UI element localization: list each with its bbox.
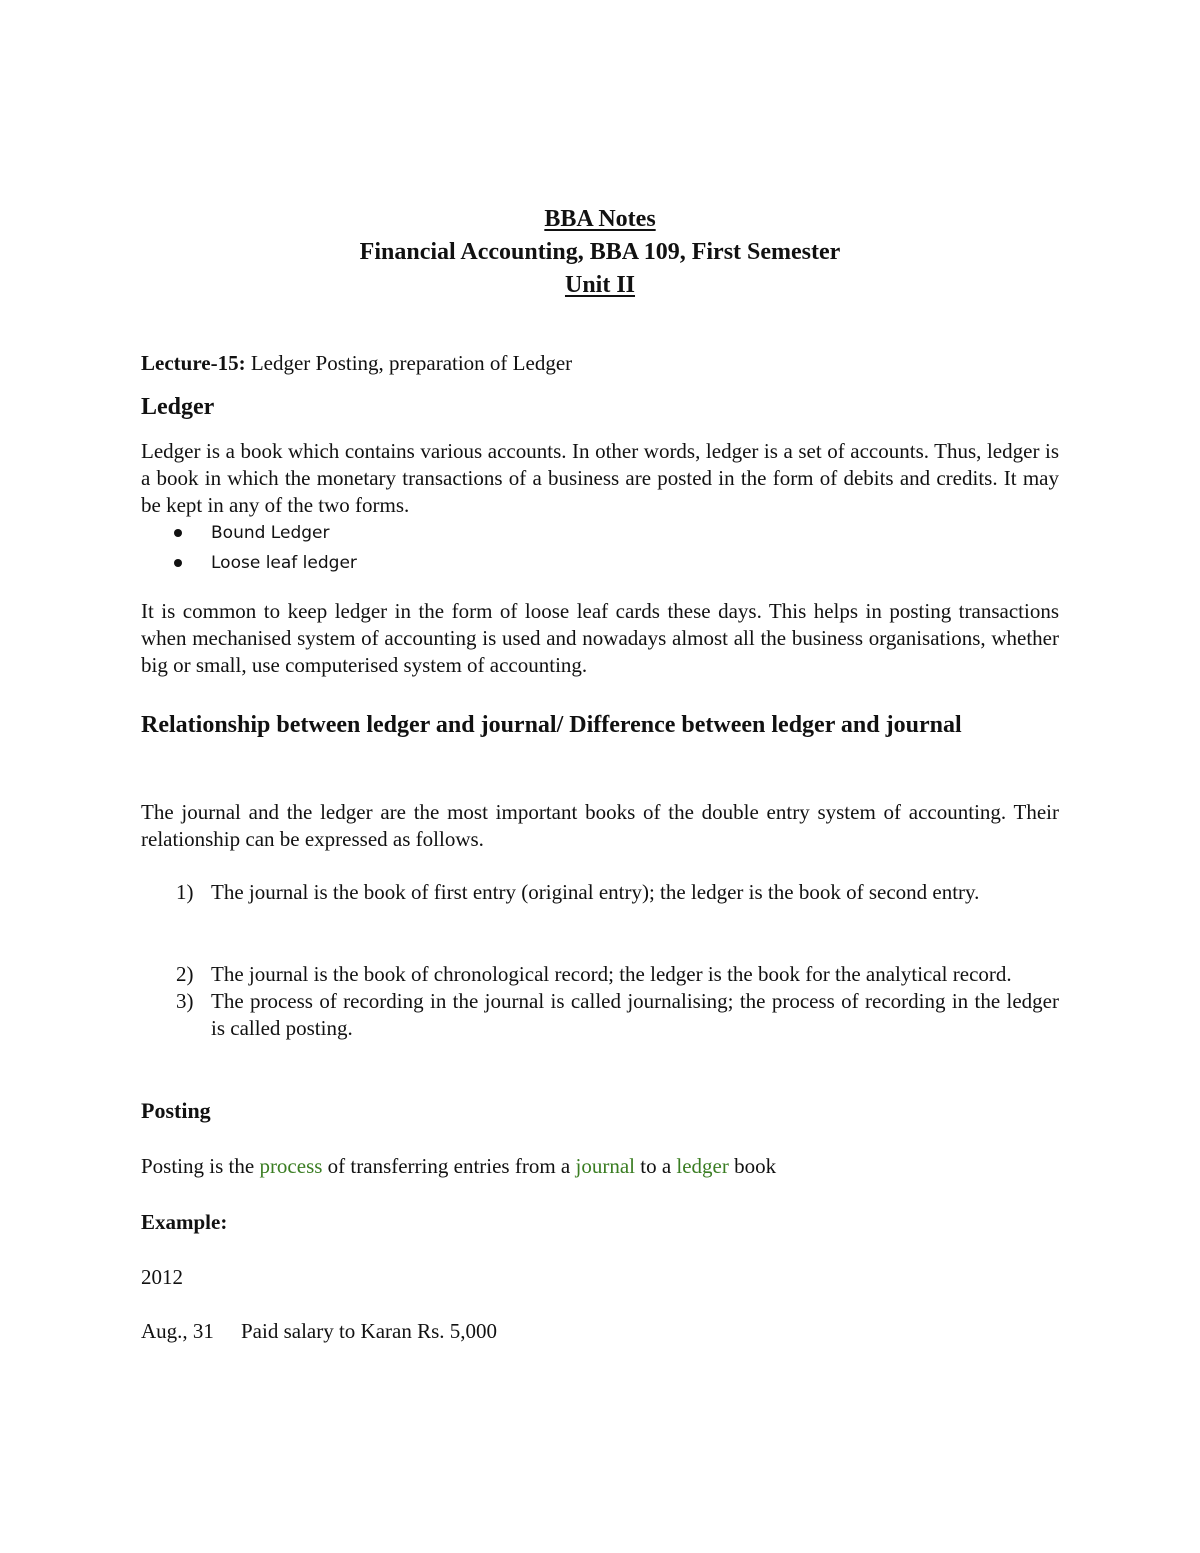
loose-leaf-paragraph: It is common to keep ledger in the form of loose leaf cards these days. This helps in posting transactions when mechanised system of accounting is used and nowadays almost all the business organisations, whether big or small, use computerised system of accounting. bbox=[141, 599, 1059, 677]
example-transaction bbox=[141, 1316, 497, 1346]
document-page bbox=[141, 0, 1059, 1553]
list-item-text: The journal is the book of chronological record; the ledger is the book for the analytical record. bbox=[211, 962, 1012, 986]
list-item bbox=[141, 961, 1059, 988]
bullet-icon bbox=[174, 559, 182, 567]
list-number: 2) bbox=[176, 962, 194, 986]
ledger-forms-list bbox=[141, 518, 357, 578]
process-link[interactable]: process bbox=[259, 1154, 323, 1178]
document-header bbox=[141, 203, 1059, 302]
relationship-list-part2 bbox=[141, 961, 1059, 1042]
posting-text: book bbox=[728, 1154, 777, 1178]
unit-title: Unit II bbox=[564, 272, 636, 298]
list-item bbox=[141, 988, 1059, 1042]
posting-text: of transferring entries from a bbox=[322, 1154, 576, 1178]
bullet-icon bbox=[174, 529, 182, 537]
ledger-intro-paragraph: Ledger is a book which contains various accounts. In other words, ledger is a set of accounts. Thus, ledger is a book in which the monetary transactions of a business are posted in the form of debits and credits. It may be kept in any of the two forms. bbox=[141, 439, 1059, 517]
example-label: Example: bbox=[141, 1210, 228, 1234]
transaction-date: Aug., 31 bbox=[141, 1319, 214, 1343]
posting-definition bbox=[141, 1153, 1059, 1180]
lecture-line bbox=[141, 348, 572, 378]
list-item bbox=[141, 879, 1059, 906]
relationship-heading: Relationship between ledger and journal/ Difference between ledger and journal bbox=[141, 712, 962, 738]
lecture-topic: Ledger Posting, preparation of Ledger bbox=[245, 351, 573, 375]
journal-link[interactable]: journal bbox=[575, 1154, 635, 1178]
ledger-link[interactable]: ledger bbox=[676, 1154, 729, 1178]
posting-text: to a bbox=[634, 1154, 677, 1178]
posting-heading: Posting bbox=[141, 1098, 211, 1123]
posting-text: Posting is the bbox=[141, 1154, 260, 1178]
list-item-text: Loose leaf ledger bbox=[211, 553, 357, 573]
lecture-label: Lecture-15: bbox=[141, 351, 246, 375]
list-number: 1) bbox=[176, 880, 194, 904]
list-item-text: The process of recording in the journal is called journalising; the process of recording in the ledger is called posting. bbox=[211, 989, 1059, 1040]
relationship-intro-paragraph: The journal and the ledger are the most important books of the double entry system of accounting. Their relationship can be expressed as follows. bbox=[141, 800, 1059, 851]
list-item bbox=[141, 548, 357, 578]
list-number: 3) bbox=[176, 989, 194, 1013]
list-item-text: The journal is the book of first entry (original entry); the ledger is the book of second entry. bbox=[211, 880, 980, 904]
example-year: 2012 bbox=[141, 1265, 183, 1289]
course-title: Financial Accounting, BBA 109, First Semester bbox=[359, 239, 841, 265]
relationship-list-part1 bbox=[141, 879, 1059, 906]
ledger-heading: Ledger bbox=[141, 394, 215, 420]
transaction-text: Paid salary to Karan Rs. 5,000 bbox=[241, 1319, 498, 1343]
notes-title: BBA Notes bbox=[544, 206, 656, 232]
list-item-text: Bound Ledger bbox=[211, 523, 330, 543]
list-item bbox=[141, 518, 357, 548]
